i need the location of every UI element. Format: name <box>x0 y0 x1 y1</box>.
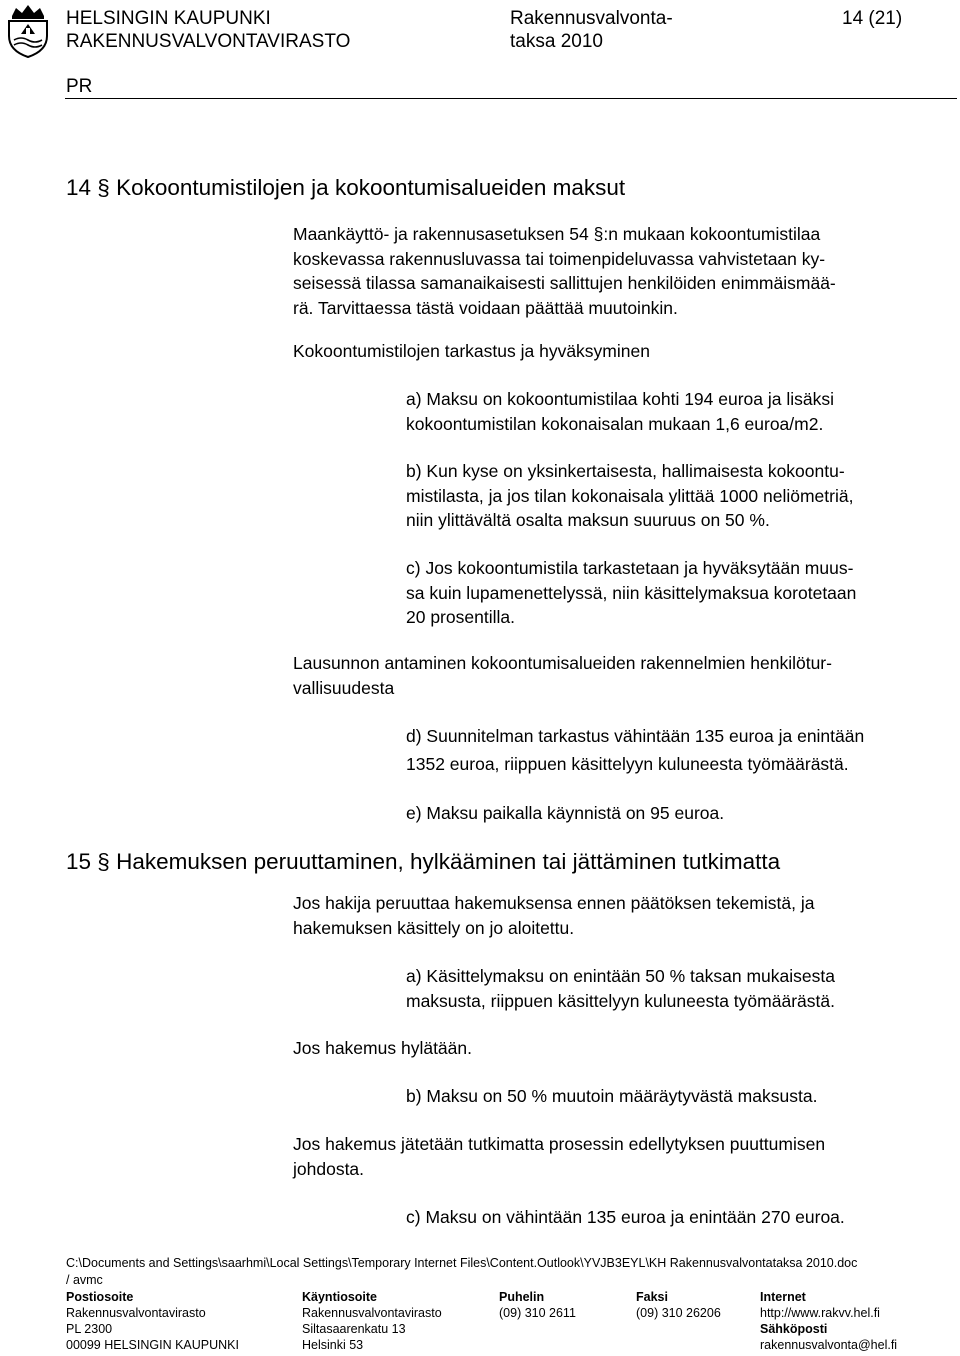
footer-author: / avmc <box>66 1273 103 1287</box>
not-examined-heading: Jos hakemus jätetään tutkimatta prosessin edellytyksen puuttumisen johdosta. <box>293 1134 826 1179</box>
section-15-heading <box>66 848 780 876</box>
subheading-safety-statement: Lausunnon antaminen kokoontumisalueiden rakennelmien henkilötur- vallisuudesta <box>293 653 832 698</box>
section-14-heading <box>66 174 625 202</box>
header-agency-name: RAKENNUSVALVONTAVIRASTO <box>66 31 351 52</box>
fee-item-c: c) Jos kokoontumistila tarkastetaan ja hyväksytään muus- sa kuin lupamenettelyssä, niin käsittelymaksua korotetaan 20 prosentilla. <box>406 558 857 627</box>
helsinki-coat-of-arms-icon <box>6 2 50 58</box>
fee-item-a: a) Maksu on kokoontumistilaa kohti 194 euroa ja lisäksi kokoontumistilan kokonaisalan mukaan 1,6 euroa/m2. <box>406 389 834 434</box>
footer-internet: Internet http://www.rakvv.hel.fi Sähköposti rakennusvalvonta@hel.fi <box>760 1290 898 1352</box>
section-14-number: 14 <box>66 175 92 200</box>
section-14-title: Kokoontumistilojen ja kokoontumisalueiden maksut <box>116 175 626 200</box>
header-doc-title-1: Rakennusvalvonta- <box>510 8 673 29</box>
footer-fax: Faksi (09) 310 26206 <box>636 1290 721 1320</box>
fee-item-d: d) Suunnitelman tarkastus vähintään 135 euroa ja enintään 1352 euroa, riippuen käsittelyyn kuluneesta työmäärästä. <box>406 726 865 774</box>
section-14-intro: Maankäyttö- ja rakennusasetuksen 54 §:n mukaan kokoontumistilaa koskevassa rakennusluvassa tai toimenpideluvassa vahvistetaan ky- seisessä tilassa samanaikaisesti sallittujen henkilöiden enimmäismää- rä. Tarvittaessa tästä voidaan päättää muutoinkin. <box>293 224 836 318</box>
section-symbol: § <box>97 849 110 874</box>
section-15-title: Hakemuksen peruuttaminen, hylkääminen tai jättäminen tutkimatta <box>116 849 781 874</box>
fee-item-e: e) Maksu paikalla käynnistä on 95 euroa. <box>406 803 725 823</box>
footer-website-link[interactable]: http://www.rakvv.hel.fi <box>760 1306 880 1320</box>
header-doc-title-2: taksa 2010 <box>510 31 603 52</box>
not-examined-fee-item-c: c) Maksu on vähintään 135 euroa ja enintään 270 euroa. <box>406 1207 845 1227</box>
rejected-heading: Jos hakemus hylätään. <box>293 1038 472 1058</box>
page-number: 14 (21) <box>842 8 903 29</box>
subheading-assembly-inspection: Kokoontumistilojen tarkastus ja hyväksyminen <box>293 341 650 361</box>
rejection-fee-item-b: b) Maksu on 50 % muutoin määräytyvästä maksusta. <box>406 1086 818 1106</box>
section-symbol: § <box>97 175 110 200</box>
section-15-intro: Jos hakija peruuttaa hakemuksensa ennen päätöksen tekemistä, ja hakemuksen käsittely on jo aloitettu. <box>293 893 815 938</box>
withdrawal-fee-item-a: a) Käsittelymaksu on enintään 50 % taksan mukaisesta maksusta, riippuen käsittelyyn kuluneesta työmäärästä. <box>406 966 835 1011</box>
section-15-number: 15 <box>66 849 92 874</box>
header-department: PR <box>66 76 93 97</box>
footer-email-link[interactable]: rakennusvalvonta@hel.fi <box>760 1338 898 1352</box>
header-rule <box>65 98 957 99</box>
fee-item-b: b) Kun kyse on yksinkertaisesta, hallimaisesta kokoontu- mistilasta, ja jos tilan kokonaisala ylittää 1000 neliömetriä, niin ylittävältä osalta maksun suuruus on 50 %. <box>406 461 854 530</box>
footer-file-path: C:\Documents and Settings\saarhmi\Local Settings\Temporary Internet Files\Content.Outlook\YVJB3EYL\KH Rakennusvalvontataksa 2010.doc <box>66 1256 858 1270</box>
footer-postal-address: Postiosoite Rakennusvalvontavirasto PL 2300 00099 HELSINGIN KAUPUNKI <box>66 1290 239 1352</box>
footer-visiting-address: Käyntiosoite Rakennusvalvontavirasto Siltasaarenkatu 13 Helsinki 53 <box>302 1290 442 1352</box>
footer-phone: Puhelin (09) 310 2611 <box>499 1290 576 1320</box>
header-org-name: HELSINGIN KAUPUNKI <box>66 8 271 29</box>
